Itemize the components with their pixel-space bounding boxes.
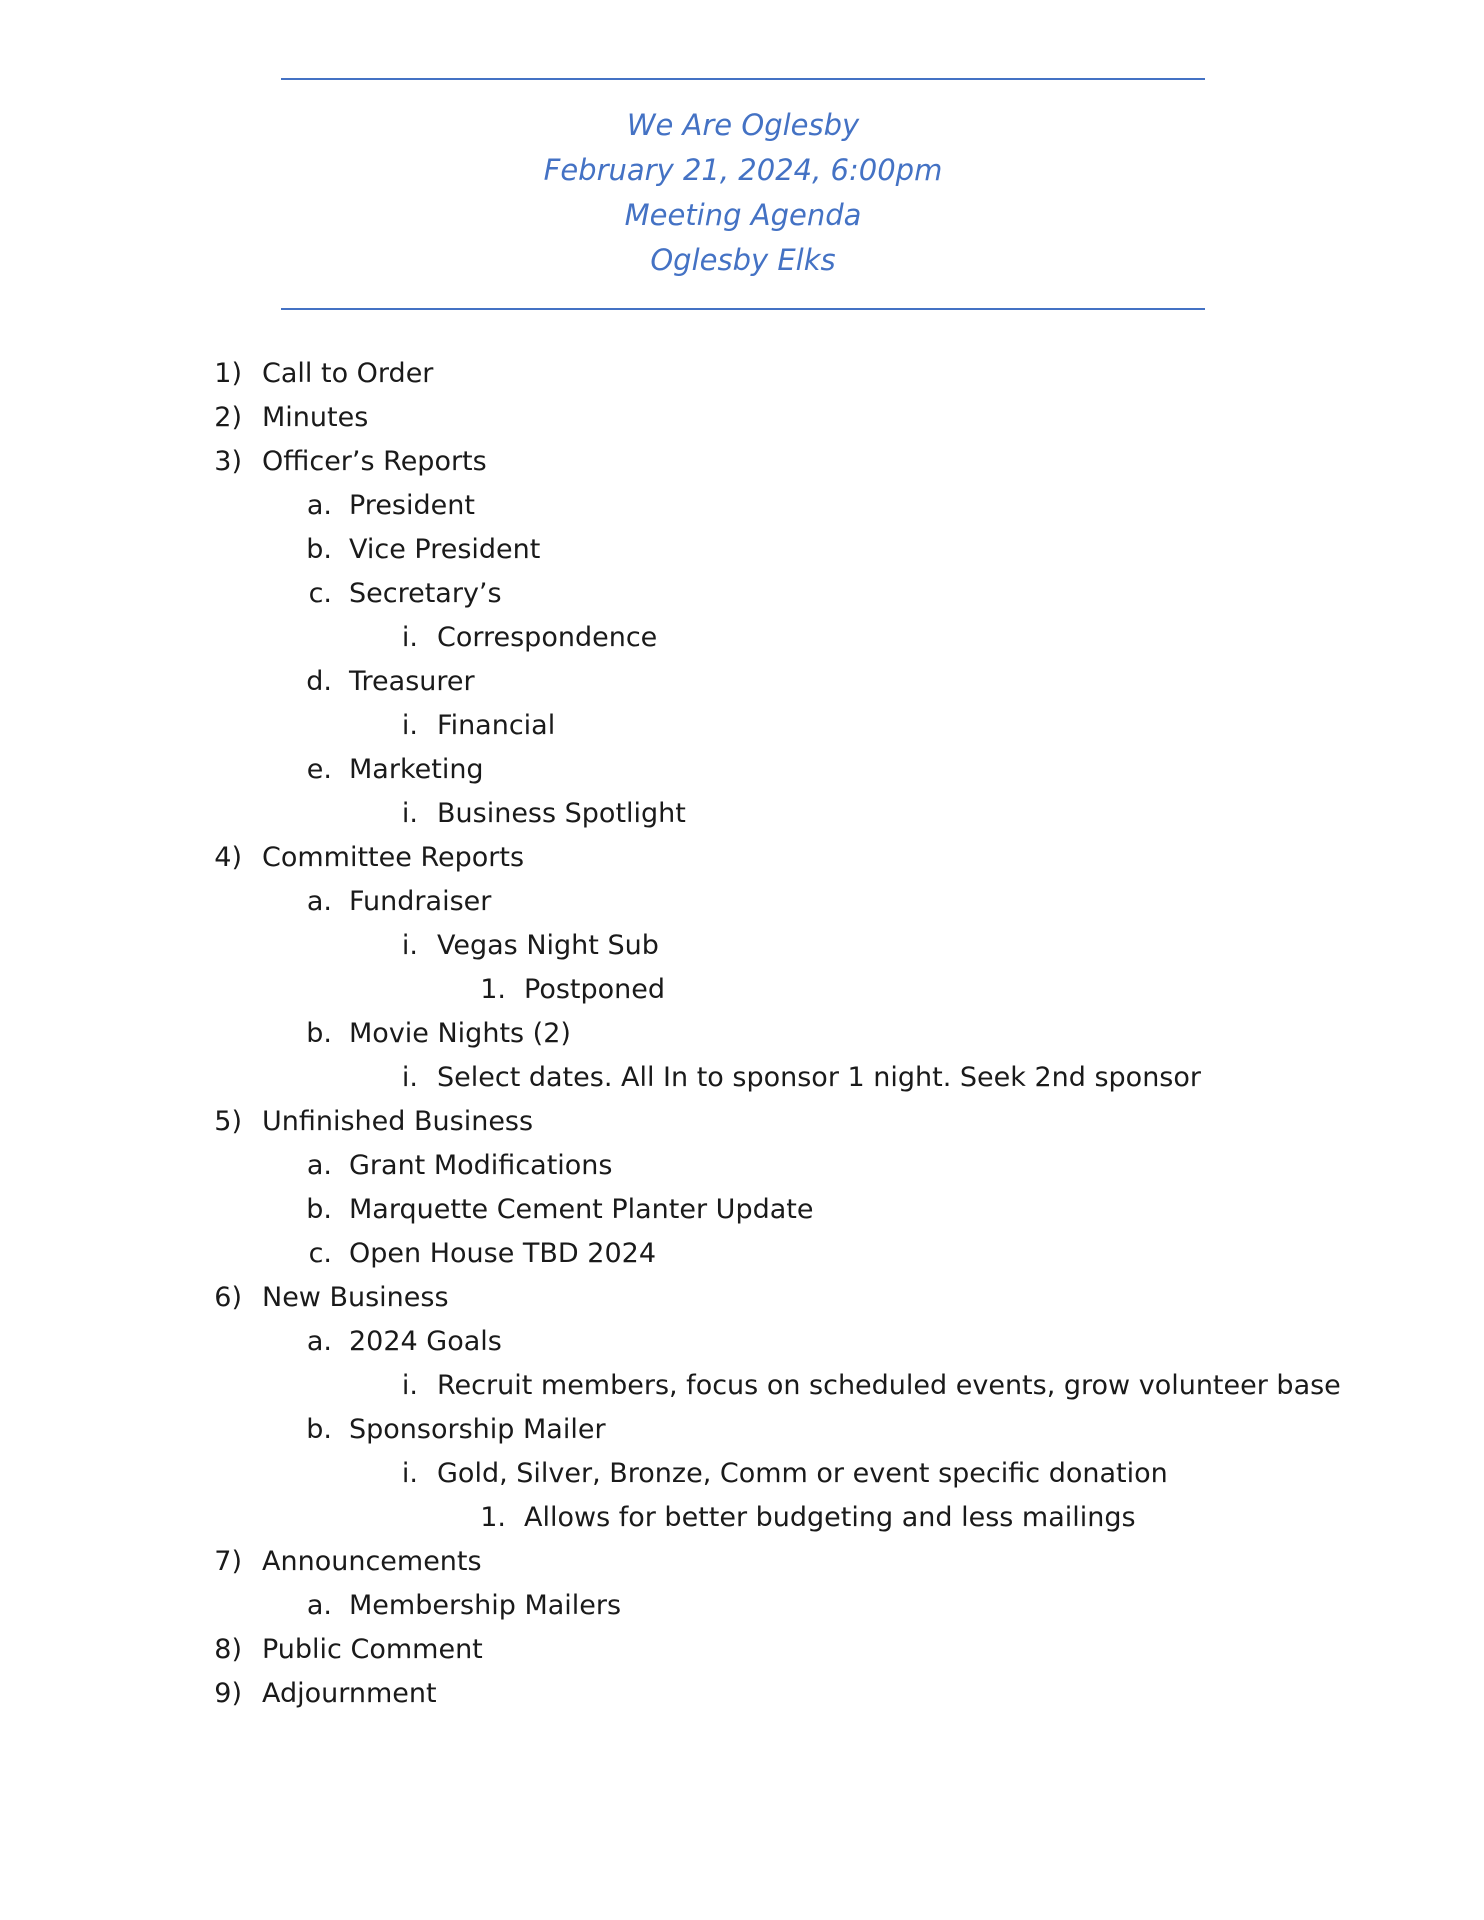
- agenda-item-marker: c.: [308, 1238, 332, 1269]
- agenda-item-marker: b.: [306, 1414, 332, 1445]
- agenda-item-marker: 1.: [480, 1502, 506, 1533]
- agenda-item: [0, 968, 1484, 1012]
- agenda-item-marker: 3): [214, 446, 242, 477]
- meeting-location: Oglesby Elks: [650, 243, 836, 277]
- agenda-item: [0, 1056, 1484, 1100]
- agenda-item-marker: a.: [306, 490, 332, 521]
- agenda-item-text: Open House TBD 2024: [349, 1238, 656, 1269]
- header-bottom-rule: [281, 308, 1205, 310]
- agenda-item-marker: i.: [401, 622, 418, 653]
- agenda-item-marker: e.: [306, 754, 332, 785]
- agenda-item-marker: 5): [214, 1106, 242, 1137]
- agenda-item: [0, 440, 1484, 484]
- agenda-item: [0, 1188, 1484, 1232]
- agenda-item: [0, 1672, 1484, 1716]
- agenda-item-text: Fundraiser: [349, 886, 492, 917]
- agenda-item: [0, 924, 1484, 968]
- agenda-item-text: Public Comment: [262, 1634, 483, 1665]
- agenda-item-marker: 4): [214, 842, 242, 873]
- agenda-item-marker: 9): [214, 1678, 242, 1709]
- agenda-item: [0, 880, 1484, 924]
- agenda-item-text: Vegas Night Sub: [437, 930, 659, 961]
- agenda-item: [0, 1276, 1484, 1320]
- agenda-item-marker: a.: [306, 1150, 332, 1181]
- agenda-item-marker: 6): [214, 1282, 242, 1313]
- agenda-item-text: Correspondence: [437, 622, 658, 653]
- agenda-item-marker: 2): [214, 402, 242, 433]
- agenda-item-text: Marquette Cement Planter Update: [349, 1194, 814, 1225]
- agenda-item: [0, 616, 1484, 660]
- agenda-item-marker: c.: [308, 578, 332, 609]
- agenda-item: [0, 1320, 1484, 1364]
- agenda-item-marker: 8): [214, 1634, 242, 1665]
- agenda-item: [0, 1364, 1484, 1408]
- agenda-item-marker: b.: [306, 534, 332, 565]
- agenda-item-text: 2024 Goals: [349, 1326, 502, 1357]
- agenda-item: [0, 1540, 1484, 1584]
- agenda-item-text: Select dates. All In to sponsor 1 night. Seek 2nd sponsor: [437, 1062, 1201, 1093]
- agenda-item-marker: b.: [306, 1194, 332, 1225]
- agenda-item-text: Membership Mailers: [349, 1590, 622, 1621]
- agenda-item-text: Movie Nights (2): [349, 1018, 571, 1049]
- agenda-item-marker: a.: [306, 1326, 332, 1357]
- agenda-item-text: Officer’s Reports: [262, 446, 487, 477]
- agenda-item-text: Committee Reports: [262, 842, 525, 873]
- agenda-item-text: New Business: [262, 1282, 449, 1313]
- agenda-item: [0, 1100, 1484, 1144]
- agenda-item-text: Business Spotlight: [437, 798, 686, 829]
- agenda-item-marker: 1): [214, 358, 242, 389]
- agenda-item-text: Announcements: [262, 1546, 482, 1577]
- agenda-item-marker: a.: [306, 886, 332, 917]
- agenda-item: [0, 748, 1484, 792]
- agenda-item-marker: 7): [214, 1546, 242, 1577]
- agenda-item-marker: i.: [401, 710, 418, 741]
- header-top-rule: [281, 78, 1205, 80]
- agenda-item-text: Secretary’s: [349, 578, 502, 609]
- agenda-item-text: Sponsorship Mailer: [349, 1414, 606, 1445]
- agenda-item-marker: i.: [401, 1458, 418, 1489]
- agenda-item-marker: i.: [401, 930, 418, 961]
- agenda-item-text: Postponed: [524, 974, 666, 1005]
- agenda-item-text: Marketing: [349, 754, 484, 785]
- agenda-item-marker: a.: [306, 1590, 332, 1621]
- agenda-item-marker: i.: [401, 1062, 418, 1093]
- agenda-item-text: Treasurer: [349, 666, 475, 697]
- agenda-item-text: Minutes: [262, 402, 369, 433]
- agenda-item-marker: d.: [306, 666, 332, 697]
- agenda-item-text: Call to Order: [262, 358, 434, 389]
- agenda-item-text: Allows for better budgeting and less mailings: [524, 1502, 1136, 1533]
- agenda-item: [0, 528, 1484, 572]
- agenda-item-text: Gold, Silver, Bronze, Comm or event specific donation: [437, 1458, 1168, 1489]
- agenda-item-text: Financial: [437, 710, 556, 741]
- agenda-item: [0, 1452, 1484, 1496]
- agenda-item-marker: i.: [401, 798, 418, 829]
- document-header: [281, 103, 1205, 283]
- agenda-item: [0, 572, 1484, 616]
- agenda-item: [0, 1232, 1484, 1276]
- agenda-item: [0, 1584, 1484, 1628]
- agenda-item-text: President: [349, 490, 475, 521]
- org-name: We Are Oglesby: [626, 108, 860, 142]
- agenda-item: [0, 484, 1484, 528]
- agenda-item-text: Recruit members, focus on scheduled events, grow volunteer base: [437, 1370, 1341, 1401]
- agenda-list: [0, 352, 1484, 1716]
- agenda-item: [0, 704, 1484, 748]
- meeting-date: February 21, 2024, 6:00pm: [543, 153, 943, 187]
- agenda-item-marker: b.: [306, 1018, 332, 1049]
- agenda-item: [0, 1408, 1484, 1452]
- document-title: Meeting Agenda: [624, 198, 862, 232]
- agenda-item: [0, 1628, 1484, 1672]
- agenda-item: [0, 1012, 1484, 1056]
- agenda-item: [0, 836, 1484, 880]
- agenda-item: [0, 1496, 1484, 1540]
- agenda-item: [0, 352, 1484, 396]
- agenda-item: [0, 792, 1484, 836]
- agenda-item-text: Grant Modifications: [349, 1150, 613, 1181]
- agenda-item-text: Adjournment: [262, 1678, 437, 1709]
- agenda-item: [0, 1144, 1484, 1188]
- agenda-item: [0, 396, 1484, 440]
- agenda-item-marker: i.: [401, 1370, 418, 1401]
- agenda-item: [0, 660, 1484, 704]
- agenda-item-text: Vice President: [349, 534, 541, 565]
- agenda-item-text: Unfinished Business: [262, 1106, 534, 1137]
- agenda-item-marker: 1.: [480, 974, 506, 1005]
